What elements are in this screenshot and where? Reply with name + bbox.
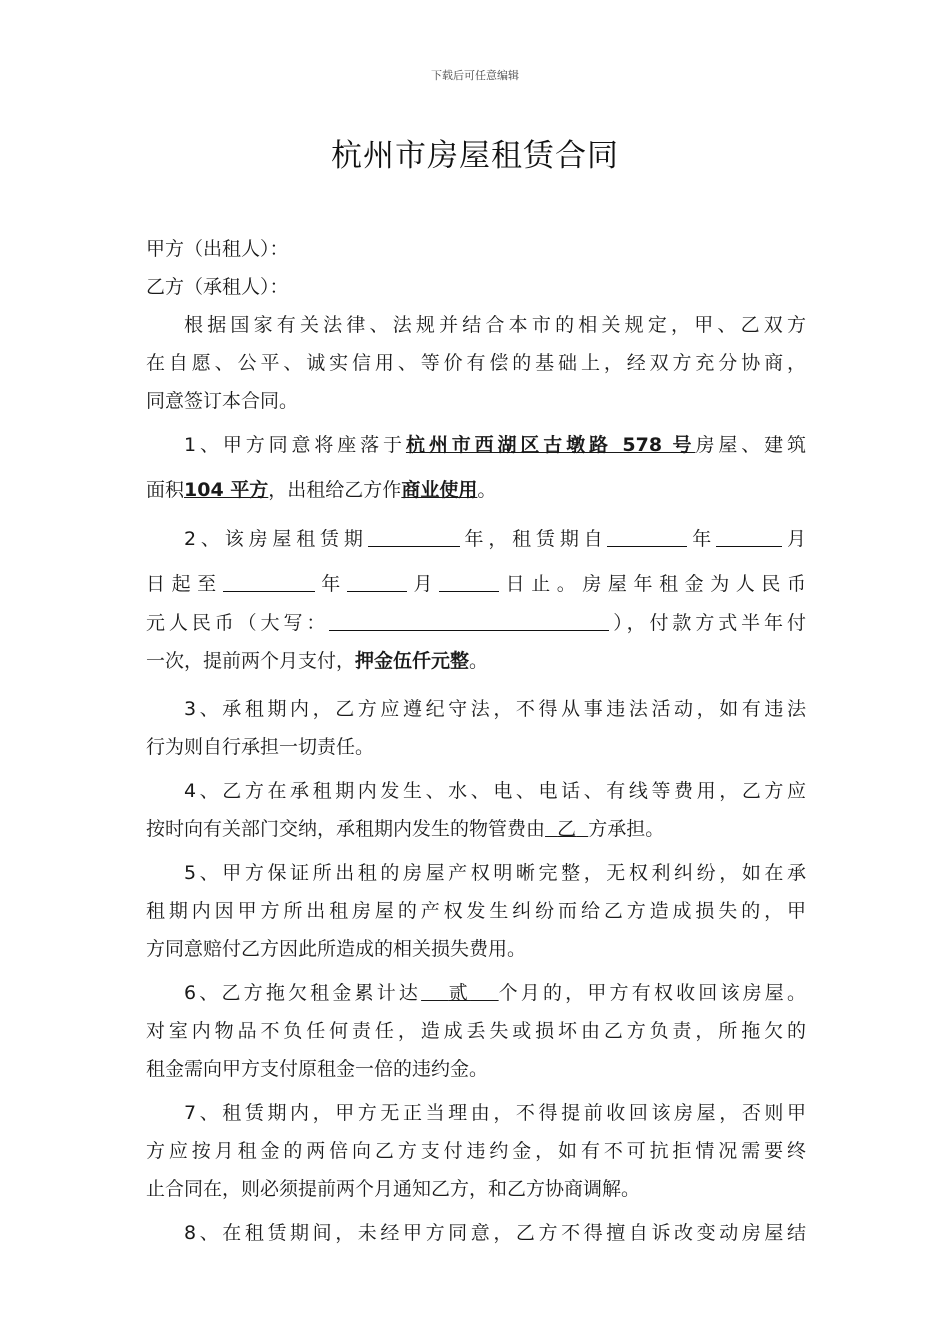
- clause-line: 6、乙方拖欠租金累计达 贰 个月的，甲方有权收回该房屋。: [184, 982, 806, 1004]
- start-month-blank: [716, 524, 782, 547]
- clause-line: 8、在租赁期间，未经甲方同意，乙方不得擅自诉改变动房屋结: [184, 1222, 806, 1244]
- start-year-blank: [607, 524, 687, 547]
- clause-line: 方同意赔付乙方因此所造成的相关损失费用。: [146, 938, 527, 960]
- clause-5: [146, 854, 806, 968]
- clause-line: 租期内因甲方所出租房屋的产权发生纠纷而给乙方造成损失的，甲: [146, 900, 806, 922]
- end-year-blank: [223, 569, 315, 592]
- clause-line: 1、甲方同意将座落于杭州市西湖区古墩路 578 号房屋、建筑: [184, 434, 806, 456]
- header-note: 下载后可任意编辑: [431, 69, 519, 82]
- property-address: 杭州市西湖区古墩路 578 号: [405, 434, 696, 456]
- end-day-blank: [439, 569, 499, 592]
- clause-3: [146, 690, 806, 766]
- page-title: 杭州市房屋租赁合同: [331, 138, 619, 174]
- clause-line: 方应按月租金的两倍向乙方支付违约金，如有不可抗拒情况需要终: [146, 1140, 806, 1162]
- clause-line: 2、该房屋租赁期 年，租赁期自 年 月: [146, 520, 806, 559]
- preamble: [146, 306, 806, 420]
- arrears-months: 贰: [448, 982, 471, 1004]
- fee-payer: 乙: [557, 818, 577, 840]
- clause-line: 5、甲方保证所出租的房屋产权明晰完整，无权利纠纷，如在承: [184, 862, 806, 884]
- clause-4: [146, 772, 806, 848]
- clause-line: 7、租赁期内，甲方无正当理由，不得提前收回该房屋，否则甲: [184, 1102, 806, 1124]
- party-a-line: 甲方（出租人）：: [146, 238, 289, 260]
- clause-8: [146, 1214, 806, 1252]
- deposit-amount: 押金伍仟元整: [355, 650, 470, 672]
- floor-area: 104 平方: [184, 479, 269, 501]
- rent-amount-blank: [329, 608, 609, 631]
- usage-type: 商业使用: [401, 479, 478, 501]
- clause-line: 3、承租期内，乙方应遵纪守法，不得从事违法活动，如有违法: [184, 698, 806, 720]
- clause-7: [146, 1094, 806, 1208]
- preamble-line: 根据国家有关法律、法规并结合本市的相关规定，甲、乙双方: [184, 314, 806, 336]
- clause-1: [146, 426, 806, 510]
- clause-line: 4、乙方在承租期内发生、水、电、电话、有线等费用，乙方应: [184, 780, 806, 802]
- lease-years-blank: [368, 524, 460, 547]
- clause-2: [146, 520, 806, 680]
- clause-line: 对室内物品不负任何责任，造成丢失或损坏由乙方负责，所拖欠的: [146, 1020, 806, 1042]
- preamble-line: 同意签订本合同。: [146, 390, 299, 412]
- clause-line: 元人民币（大写： ），付款方式半年付: [146, 604, 806, 642]
- party-b-line: 乙方（承租人）：: [146, 276, 289, 298]
- clause-6: [146, 974, 806, 1088]
- clause-line: 按时向有关部门交纳，承租期内发生的物管费由 乙 方承担。: [146, 818, 665, 840]
- preamble-line: 在自愿、公平、诚实信用、等价有偿的基础上，经双方充分协商，: [146, 352, 806, 374]
- clause-line: 止合同在，则必须提前两个月通知乙方，和乙方协商调解。: [146, 1178, 641, 1200]
- clause-line: 面积104 平方，出租给乙方作商业使用。: [146, 479, 497, 501]
- contract-body: [146, 230, 806, 1252]
- end-month-blank: [347, 569, 407, 592]
- clause-line: 一次，提前两个月支付，押金伍仟元整。: [146, 650, 489, 672]
- clause-line: 行为则自行承担一切责任。: [146, 736, 375, 758]
- clause-line: 日起至 年 月 日止。房屋年租金为人民币: [146, 565, 806, 604]
- clause-line: 租金需向甲方支付原租金一倍的违约金。: [146, 1058, 489, 1080]
